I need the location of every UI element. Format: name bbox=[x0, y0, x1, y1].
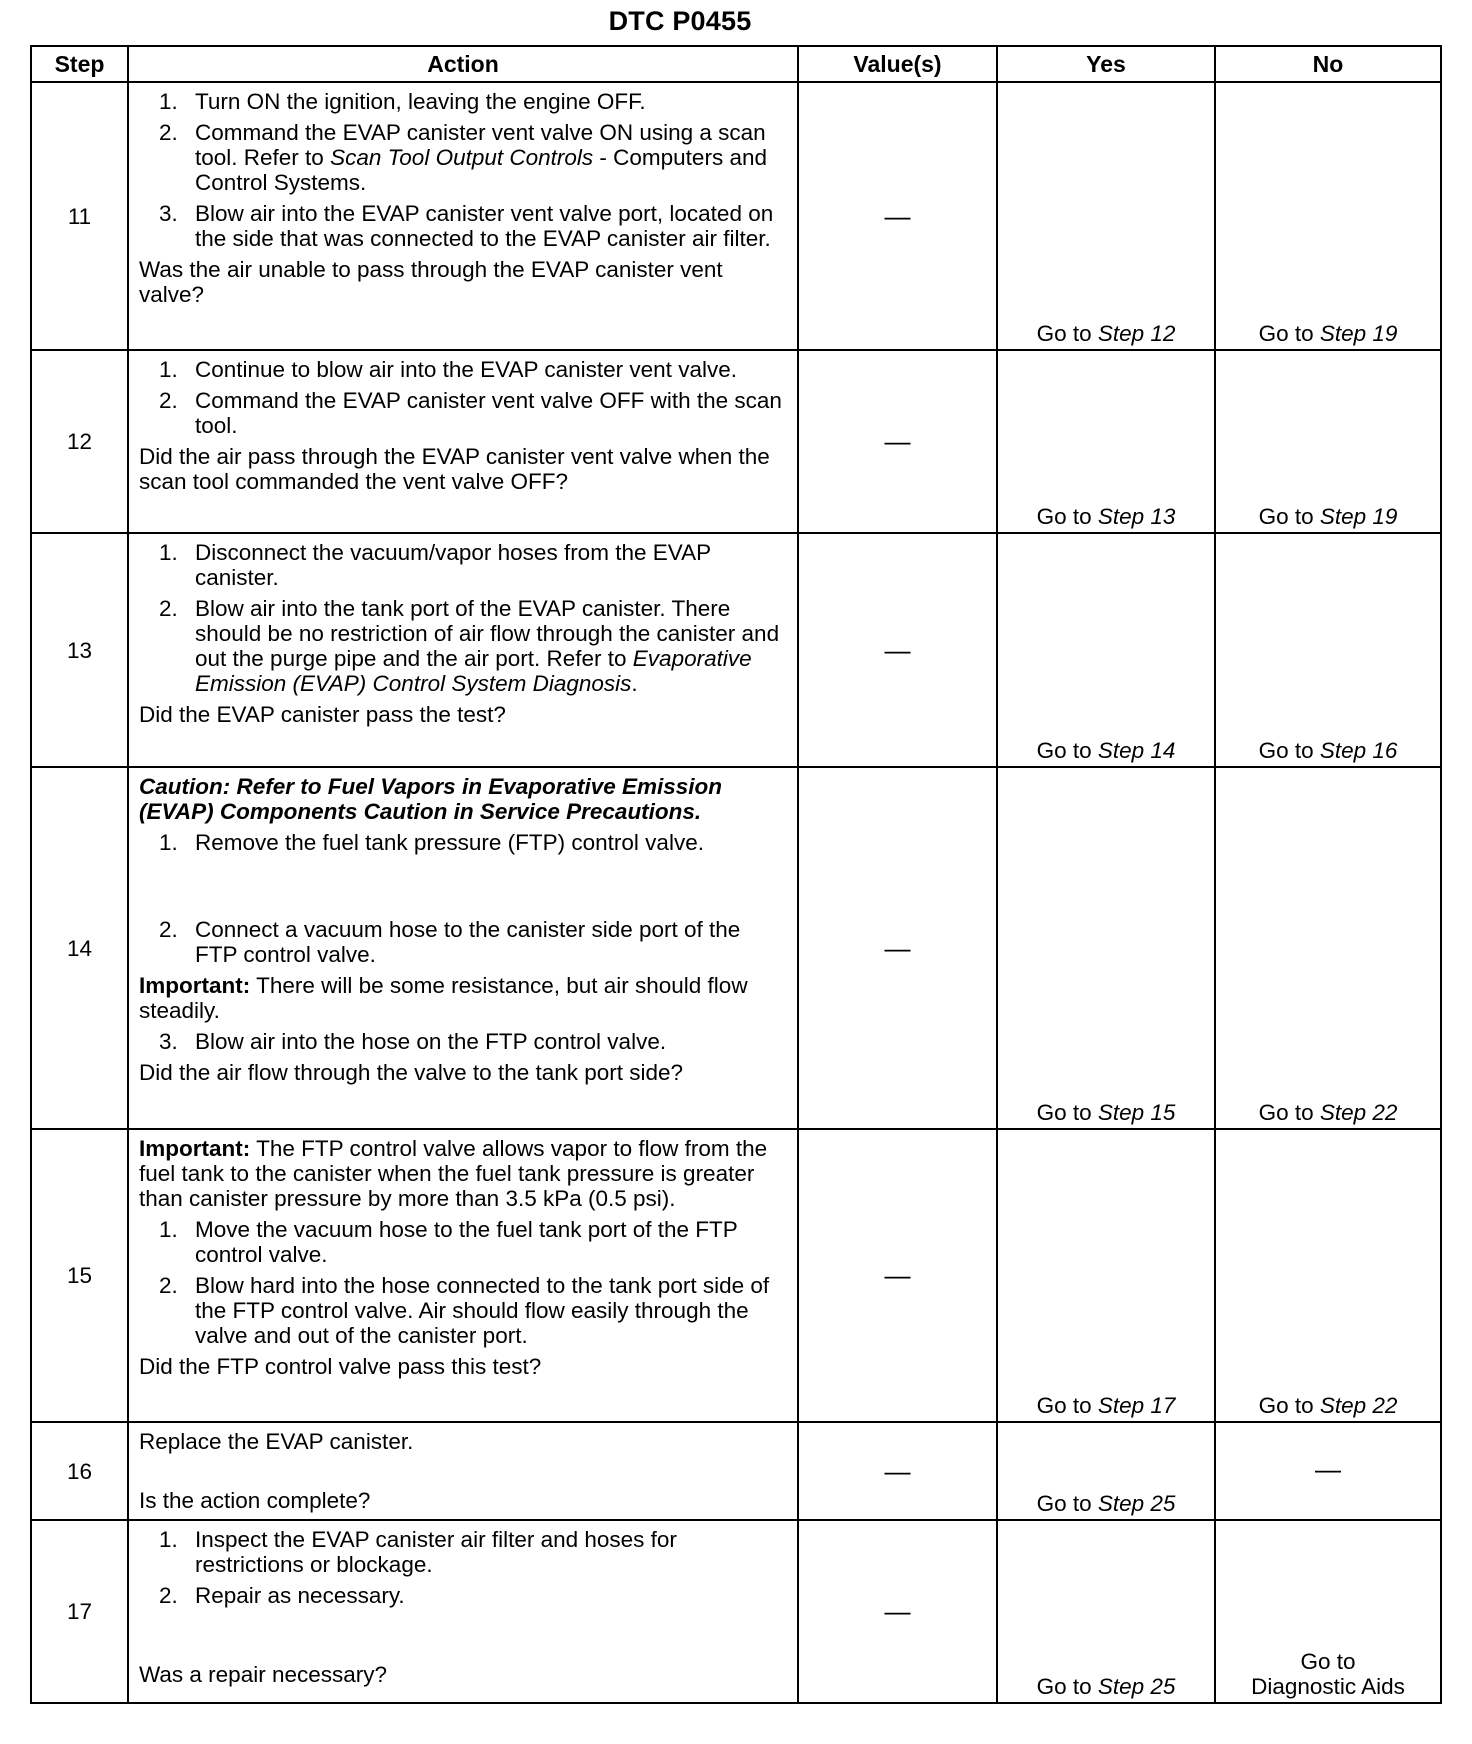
yes-cell[interactable]: Go to Step 25 bbox=[997, 1422, 1215, 1520]
step-number: 14 bbox=[31, 767, 128, 1129]
question-text: Did the air flow through the valve to the tank port side? bbox=[139, 1060, 684, 1085]
no-cell[interactable]: Go to Step 19 bbox=[1215, 350, 1441, 533]
yes-cell[interactable]: Go to Step 25 bbox=[997, 1520, 1215, 1703]
caution-text: Caution: Refer to Fuel Vapors in Evaporative Emission (EVAP) Components Caution in Service Precautions. bbox=[139, 774, 723, 824]
page-title: DTC P0455 bbox=[608, 6, 752, 36]
list-item: 2. Connect a vacuum hose to the canister side port of the FTP control valve. bbox=[159, 917, 741, 967]
question-text: Was the air unable to pass through the EVAP canister vent valve? bbox=[139, 257, 723, 307]
value-cell: — bbox=[798, 533, 997, 767]
value-cell: — bbox=[798, 82, 997, 350]
list-item: 1. Remove the fuel tank pressure (FTP) control valve. bbox=[159, 830, 704, 855]
action-cell bbox=[128, 350, 798, 533]
reference-link[interactable]: Scan Tool Output Controls bbox=[330, 145, 594, 170]
no-cell[interactable]: Go to Diagnostic Aids bbox=[1215, 1520, 1441, 1703]
value-cell: — bbox=[798, 350, 997, 533]
step-number: 11 bbox=[31, 82, 128, 350]
action-cell bbox=[128, 1422, 798, 1520]
list-item: 1. Move the vacuum hose to the fuel tank port of the FTP control valve. bbox=[159, 1217, 738, 1267]
question-text: Was a repair necessary? bbox=[139, 1662, 388, 1687]
table-row bbox=[31, 767, 1441, 1129]
dtc-table bbox=[30, 45, 1442, 1704]
header-action: Action bbox=[128, 46, 798, 82]
important-note: Important: The FTP control valve allows vapor to flow from the fuel tank to the canister when the fuel tank pressure is greater than canister pressure by more than 3.5 kPa (0.5 psi). bbox=[139, 1136, 768, 1211]
list-item: 2. Blow air into the tank port of the EVAP canister. There should be no restriction of air flow through the canister and out the purge pipe and the air port. Refer to Evaporative Emission (EVAP) Control System Diagnosis. bbox=[159, 596, 780, 696]
yes-cell[interactable]: Go to Step 15 bbox=[997, 767, 1215, 1129]
list-item: 2. Blow hard into the hose connected to the tank port side of the FTP control valve. Air should flow easily through the valve and out of the canister port. bbox=[159, 1273, 770, 1348]
header-row bbox=[31, 46, 1441, 82]
question-text: Is the action complete? bbox=[139, 1488, 371, 1513]
value-cell: — bbox=[798, 1520, 997, 1703]
reference-link[interactable]: Evaporative Emission (EVAP) Control System Diagnosis bbox=[195, 646, 752, 696]
list-item: 3. Blow air into the hose on the FTP control valve. bbox=[159, 1029, 667, 1054]
step-number: 12 bbox=[31, 350, 128, 533]
header-step: Step bbox=[31, 46, 128, 82]
action-text: Replace the EVAP canister. bbox=[139, 1429, 414, 1454]
step-number: 13 bbox=[31, 533, 128, 767]
action-cell bbox=[128, 1129, 798, 1422]
table-row bbox=[31, 533, 1441, 767]
action-cell bbox=[128, 767, 798, 1129]
no-cell[interactable]: Go to Step 19 bbox=[1215, 82, 1441, 350]
list-item: 1. Inspect the EVAP canister air filter and hoses for restrictions or blockage. bbox=[159, 1527, 677, 1577]
spacer bbox=[139, 861, 783, 917]
list-item: 2. Repair as necessary. bbox=[159, 1583, 405, 1608]
list-item: 1. Turn ON the ignition, leaving the engine OFF. bbox=[159, 89, 646, 114]
no-cell[interactable]: Go to Step 22 bbox=[1215, 767, 1441, 1129]
list-item: 2. Command the EVAP canister vent valve ON using a scan tool. Refer to Scan Tool Output Controls - Computers and Control Systems. bbox=[159, 120, 767, 195]
header-no: No bbox=[1215, 46, 1441, 82]
question-text: Did the FTP control valve pass this test? bbox=[139, 1354, 542, 1379]
value-cell: — bbox=[798, 1129, 997, 1422]
table-row bbox=[31, 1520, 1441, 1703]
value-cell: — bbox=[798, 767, 997, 1129]
important-note: Important: There will be some resistance, but air should flow steadily. bbox=[139, 973, 748, 1023]
step-number: 17 bbox=[31, 1520, 128, 1703]
value-cell: — bbox=[798, 1422, 997, 1520]
question-text: Did the EVAP canister pass the test? bbox=[139, 702, 506, 727]
no-cell[interactable]: Go to Step 22 bbox=[1215, 1129, 1441, 1422]
action-cell bbox=[128, 533, 798, 767]
yes-cell[interactable]: Go to Step 14 bbox=[997, 533, 1215, 767]
spacer bbox=[139, 1460, 783, 1488]
list-item: 3. Blow air into the EVAP canister vent valve port, located on the side that was connected to the EVAP canister air filter. bbox=[159, 201, 774, 251]
yes-cell[interactable]: Go to Step 17 bbox=[997, 1129, 1215, 1422]
yes-cell[interactable]: Go to Step 12 bbox=[997, 82, 1215, 350]
header-yes: Yes bbox=[997, 46, 1215, 82]
spacer bbox=[139, 1614, 783, 1662]
step-number: 16 bbox=[31, 1422, 128, 1520]
question-text: Did the air pass through the EVAP canister vent valve when the scan tool commanded the vent valve OFF? bbox=[139, 444, 770, 494]
table-row bbox=[31, 1422, 1441, 1520]
header-values: Value(s) bbox=[798, 46, 997, 82]
list-item: 2. Command the EVAP canister vent valve OFF with the scan tool. bbox=[159, 388, 782, 438]
table-row bbox=[31, 350, 1441, 533]
yes-cell[interactable]: Go to Step 13 bbox=[997, 350, 1215, 533]
action-cell bbox=[128, 82, 798, 350]
table-row bbox=[31, 1129, 1441, 1422]
action-cell bbox=[128, 1520, 798, 1703]
list-item: 1. Disconnect the vacuum/vapor hoses from the EVAP canister. bbox=[159, 540, 711, 590]
table-row bbox=[31, 82, 1441, 350]
list-item: 1. Continue to blow air into the EVAP canister vent valve. bbox=[159, 357, 737, 382]
step-number: 15 bbox=[31, 1129, 128, 1422]
no-cell[interactable]: Go to Step 16 bbox=[1215, 533, 1441, 767]
no-cell: — bbox=[1215, 1422, 1441, 1520]
